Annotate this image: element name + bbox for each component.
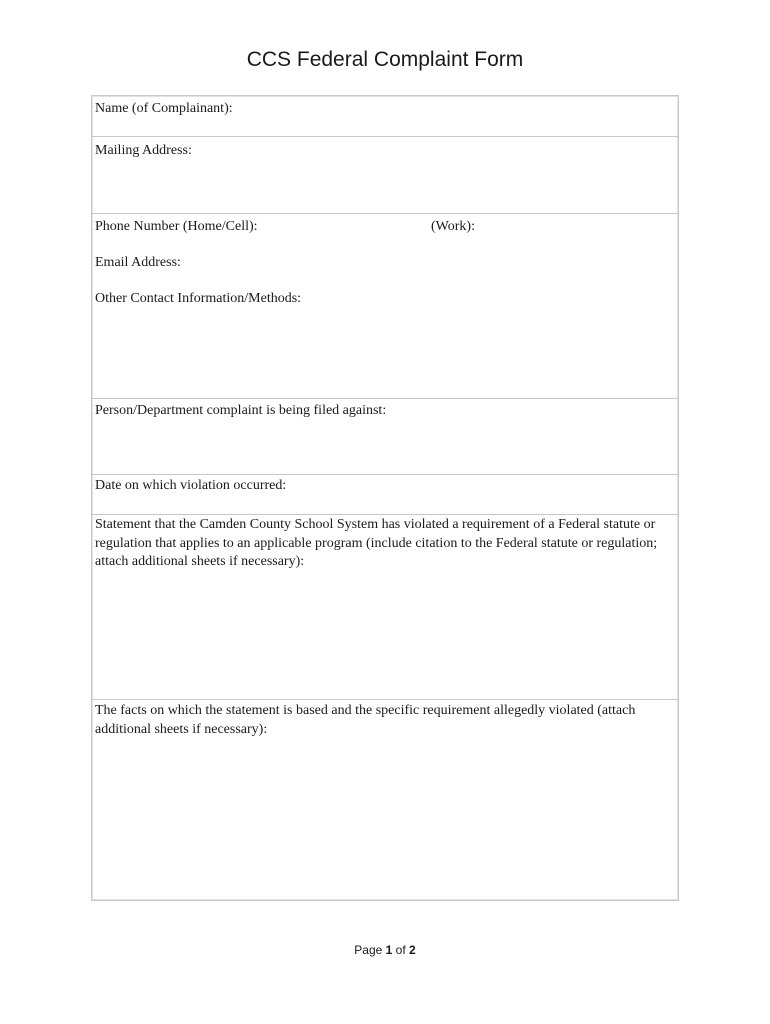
complaint-against-row[interactable]: [92, 399, 678, 475]
total-pages: 2: [409, 943, 416, 957]
page-title: CCS Federal Complaint Form: [246, 48, 524, 71]
phone-work-label: (Work):: [431, 219, 475, 234]
complaint-form: [91, 95, 679, 901]
of-word: of: [395, 943, 406, 957]
mailing-address-row[interactable]: [92, 137, 678, 214]
statement-label: Statement that the Camden County School System has violated a requirement of a Federal statute or regulation that applies to an applicable program (include citation to the Federal statute or regulation; attach additional sheets if necessary):: [95, 517, 658, 569]
current-page: 1: [385, 943, 393, 957]
name-row[interactable]: [92, 96, 678, 137]
name-label: Name (of Complainant):: [95, 101, 233, 116]
page-number: [0, 943, 770, 957]
email-label: Email Address:: [95, 255, 181, 270]
contact-info-row[interactable]: [92, 214, 678, 399]
statement-row[interactable]: [92, 515, 678, 700]
mailing-address-label: Mailing Address:: [95, 143, 192, 158]
facts-label: The facts on which the statement is based and the specific requirement allegedly violated (attach additional sheets if necessary):: [95, 703, 636, 737]
violation-date-label: Date on which violation occurred:: [95, 478, 287, 493]
phone-home-label: Phone Number (Home/Cell):: [95, 219, 258, 234]
page-word: Page: [354, 943, 383, 957]
facts-row[interactable]: [92, 700, 678, 900]
other-contact-label: Other Contact Information/Methods:: [95, 291, 302, 306]
complaint-against-label: Person/Department complaint is being filed against:: [95, 403, 387, 418]
violation-date-row[interactable]: [92, 475, 678, 515]
